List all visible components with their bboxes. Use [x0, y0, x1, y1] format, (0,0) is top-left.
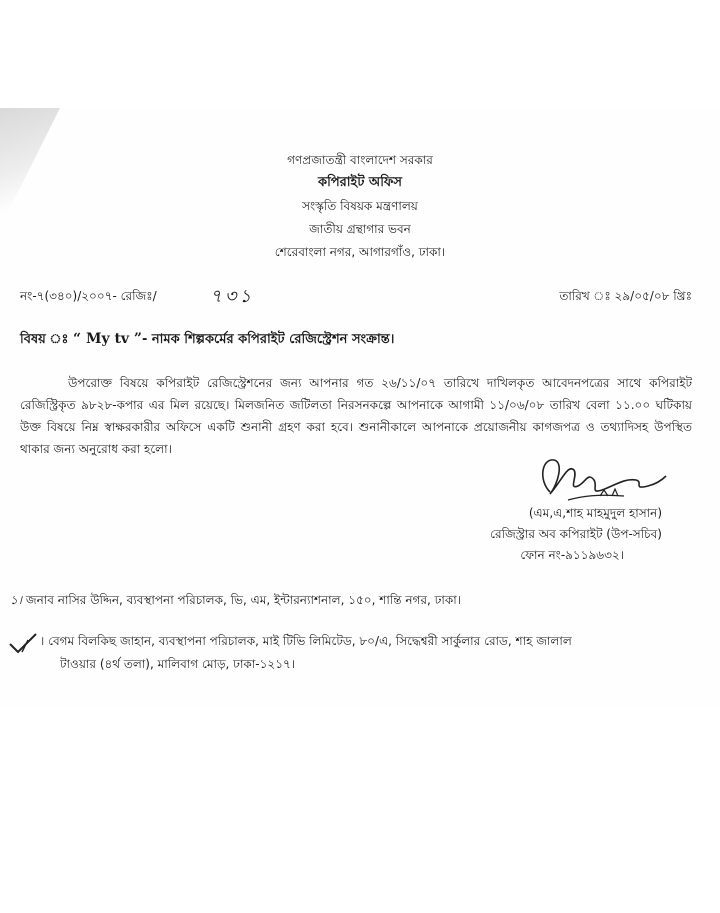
copy-recipient-2-line-1: । বেগম বিলকিছ জাহান, ব্যবস্থাপনা পরিচালক, মাই টিভি লিমিটেড, ৮০/এ, সিদ্ধেশ্বরী সার্কুলার রোড, শাহ জালাল	[40, 634, 572, 648]
signatory-phone: ফোন নং-৯১১৯৬৩২।	[520, 548, 624, 562]
body-paragraph: উপরোক্ত বিষয়ে কপিরাইট রেজিস্ট্রেশনের জন্য আপনার গত ২৬/১১/০৭ তারিখে দাখিলকৃত আবেদনপত্রের সাথে কপিরাইট রেজিস্ট্রিকৃত ৯৮২৮-কপার এর মিল রয়েছে। মিলজনিত জটিলতা নিরসনকল্পে আপনাকে আগামী ১১/০৬/০৮ তারিখ বেলা ১১.০০ ঘটিকায় উক্ত বিষয়ে নিম্ন স্বাক্ষরকারীর অফিসে একটি শুনানী গ্রহণ করা হবে। শুনানীকালে আপনাকে প্রয়োজনীয় কাগজপত্র ও তথ্যাদিসহ উপস্থিত থাকার জন্য অনুরোধ করা হলো।	[20, 376, 692, 456]
subject-label: বিষয় ঃ	[20, 332, 69, 347]
subject-line	[20, 330, 394, 351]
header-address: শেরেবাংলা নগর, আগারগাঁও, ঢাকা।	[274, 245, 446, 259]
copy-1-mark: ১।	[10, 593, 23, 607]
copy-recipient-1	[10, 588, 461, 612]
header-ministry: সংস্কৃতি বিষয়ক মন্ত্রণালয়	[302, 199, 418, 213]
reference-number: নং-৭(৩৪০)/২০০৭- রেজিঃ/	[20, 289, 157, 303]
header-office: কপিরাইট অফিস	[318, 175, 402, 190]
signatory-designation: রেজিস্ট্রার অব কপিরাইট (উপ-সচিব)	[490, 527, 662, 541]
letter-date: তারিখ ঃ ২৯/০৫/০৮ খ্রিঃ	[559, 289, 692, 303]
tick-mark-icon	[8, 632, 38, 654]
signatory-name: (এম,এ,শাহ মাহমুদুল হাসান)	[528, 506, 662, 520]
header-building: জাতীয় গ্রন্থাগার ভবন	[309, 222, 411, 236]
subject-title: “ My tv ”	[73, 331, 142, 347]
copy-1-text: জনাব নাসির উদ্দিন, ব্যবস্থাপনা পরিচালক, ভি, এম, ইন্টারন্যাশনাল, ১৫০, শান্তি নগর, ঢাকা।	[25, 593, 462, 607]
handwritten-signature	[528, 450, 668, 510]
header-government: গণপ্রজাতন্ত্রী বাংলাদেশ সরকার	[287, 153, 433, 167]
reference-handwritten-number: ৭৩১	[210, 286, 255, 307]
copy-recipient-2-line-2: টাওয়ার (৪র্থ তলা), মালিবাগ মোড়, ঢাকা-১২১৭।	[60, 657, 296, 671]
subject-rest: - নামক শিল্পকর্মের কপিরাইট রেজিস্ট্রেশন সংক্রান্ত।	[141, 332, 395, 347]
